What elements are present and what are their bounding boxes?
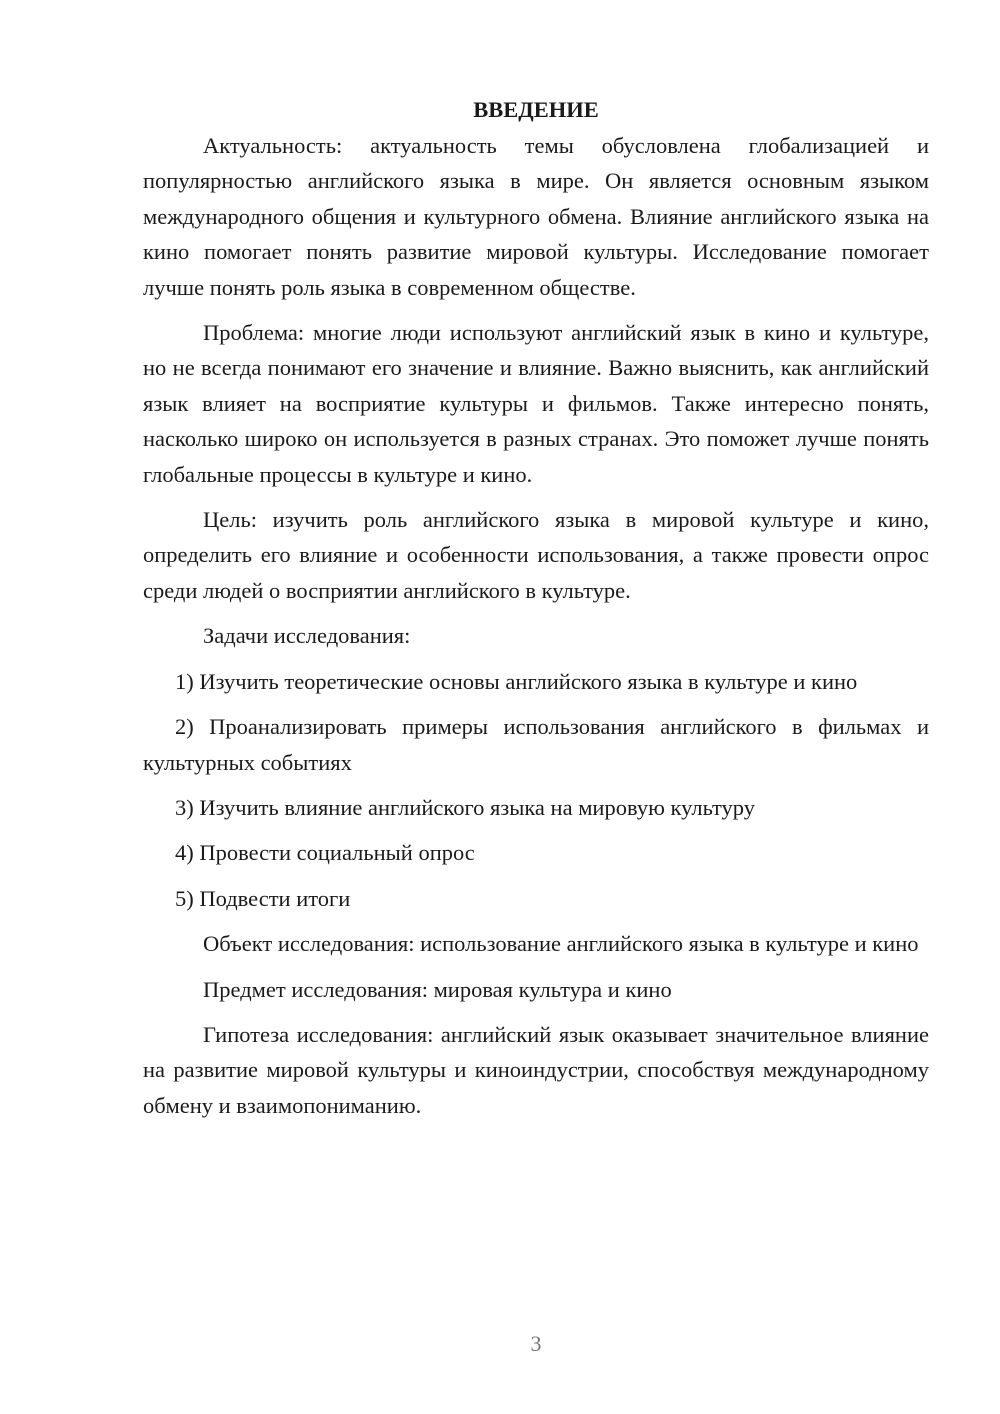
paragraph-object: Объект исследования: использование английского языка в культуре и кино xyxy=(203,931,919,957)
task-item-1: 1) Изучить теоретические основы английского языка в культуре и кино xyxy=(175,668,858,694)
task-item-3: 3) Изучить влияние английского языка на мировую культуру xyxy=(175,794,756,820)
task-item-5: 5) Подвести итоги xyxy=(175,885,351,911)
paragraph-hypothesis: Гипотеза исследования: английский язык оказывает значительное влияние на развитие мировой культуры и киноиндустрии, способствуя международному обмену и взаимопониманию. xyxy=(143,1021,929,1118)
page-heading: ВВЕДЕНИЕ xyxy=(473,97,599,122)
page-number: 3 xyxy=(530,1331,542,1356)
paragraph-problem: Проблема: многие люди используют английский язык в кино и культуре, но не всегда понимают его значение и влияние. Важно выяснить, как английский язык влияет на восприятие культуры и фильмов. Также интересно понять, насколько широко он используется в разных странах. Это поможет лучше понять глобальные процессы в культуре и кино. xyxy=(143,320,929,487)
paragraph-subject: Предмет исследования: мировая культура и кино xyxy=(203,976,672,1002)
task-item-4: 4) Провести социальный опрос xyxy=(175,840,475,866)
paragraph-relevance: Актуальность: актуальность темы обусловлена глобализацией и популярностью английского языка в мире. Он является основным языком международного общения и культурного обмена. Влияние английского языка на кино помогает понять развитие мировой культуры. Исследование помогает лучше понять роль языка в современном обществе. xyxy=(143,133,929,300)
page-content xyxy=(143,92,929,1133)
task-item-2: 2) Проанализировать примеры использования английского в фильмах и культурных событиях xyxy=(143,714,929,775)
tasks-title: Задачи исследования: xyxy=(203,623,411,649)
paragraph-goal: Цель: изучить роль английского языка в мировой культуре и кино, определить его влияние и особенности использования, а также провести опрос среди людей о восприятии английского в культуре. xyxy=(143,507,929,603)
